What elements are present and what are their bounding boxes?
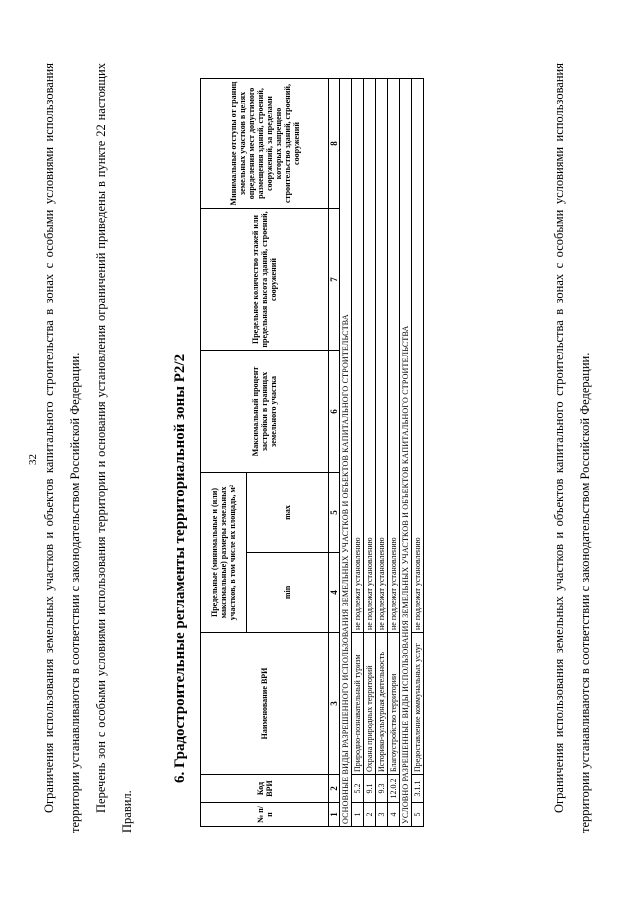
header-size: Предельные (минимальные и (или) максимальные) размеры земельных участков, в том числе их площадь, м² [201,473,247,633]
col-number: 5 [329,473,340,553]
header-setbacks: Минимальные отступы от границ земельных участков в целях определения мест допустимого размещения зданий, строений, сооружений, за пределами которых запрещено строительство зданий, строений, сооружений [201,79,329,209]
row-num: 2 [364,803,376,827]
col-number: 3 [329,633,340,775]
col-number: 2 [329,775,340,803]
row-code: 9.1 [364,775,376,803]
row-num: 3 [376,803,388,827]
regulations-table [200,78,424,827]
paragraph-restrictions: Ограничения использования земельных участков и объектов капитального строительства в зонах с особыми условиями использования территории устанавливаются в соответствии с законодательством Российской Федерации. [42,63,82,833]
row-num: 5 [412,803,424,827]
row-name: Охрана природных территорий [364,633,376,775]
header-min: min [247,553,329,633]
col-number: 7 [329,209,340,351]
row-num: 4 [388,803,400,827]
header-max: max [247,473,329,553]
section-conditional-row: УСЛОВНО РАЗРЕШЕННЫЕ ВИДЫ ИСПОЛЬЗОВАНИЯ ЗЕМЕЛЬНЫХ УЧАСТКОВ И ОБЪЕКТОВ КАПИТАЛЬНОГО СТРОИТЕЛЬСТВА [400,79,412,827]
paragraph-restrictions-repeat: Ограничения использования земельных участков и объектов капитального строительства в зонах с особыми условиями использования территории устанавливаются в соответствии с законодательством Российской Федерации. [552,63,592,833]
row-value: не подлежат установлению [364,79,376,633]
section-heading: 6. Градостроительные регламенты территориальной зоны Р2/2 [172,353,188,783]
row-name: Благоустройство территории [388,633,400,775]
row-code: 5.2 [352,775,364,803]
row-value: не подлежат установлению [352,79,364,633]
page-number: 32 [27,454,39,465]
row-name: Предоставление коммунальных услуг [412,633,424,775]
col-number: 6 [329,351,340,473]
row-code: 9.3 [376,775,388,803]
row-value: не подлежат установлению [412,79,424,633]
row-num: 1 [352,803,364,827]
col-number: 4 [329,553,340,633]
header-num: № п/п [201,803,329,827]
header-percent: Максимальный процент застройки в границах земельного участка [201,351,329,473]
row-name: Историко-культурная деятельность [376,633,388,775]
col-number: 1 [329,803,340,827]
row-value: не подлежат установлению [388,79,400,633]
row-name: Природно-познавательный туризм [352,633,364,775]
row-code: 3.1.1 [412,775,424,803]
header-floors: Предельное количество этажей или предельная высота зданий, строений, сооружений [201,209,329,351]
row-code: 12.0.2 [388,775,400,803]
col-number: 8 [329,79,340,209]
header-code: Код ВРИ [201,775,329,803]
row-value: не подлежат установлению [376,79,388,633]
section-main-row: ОСНОВНЫЕ ВИДЫ РАЗРЕШЕННОГО ИСПОЛЬЗОВАНИЯ ЗЕМЕЛЬНЫХ УЧАСТКОВ И ОБЪЕКТОВ КАПИТАЛЬНОГО СТРОИТЕЛЬСТВА [340,79,352,827]
header-name: Наименование ВРИ [201,633,329,775]
paragraph-zone-list: Перечень зон с особыми условиями использования территории и основания установления ограничений приведены в пункте 22 настоящих Правил. [94,63,134,833]
